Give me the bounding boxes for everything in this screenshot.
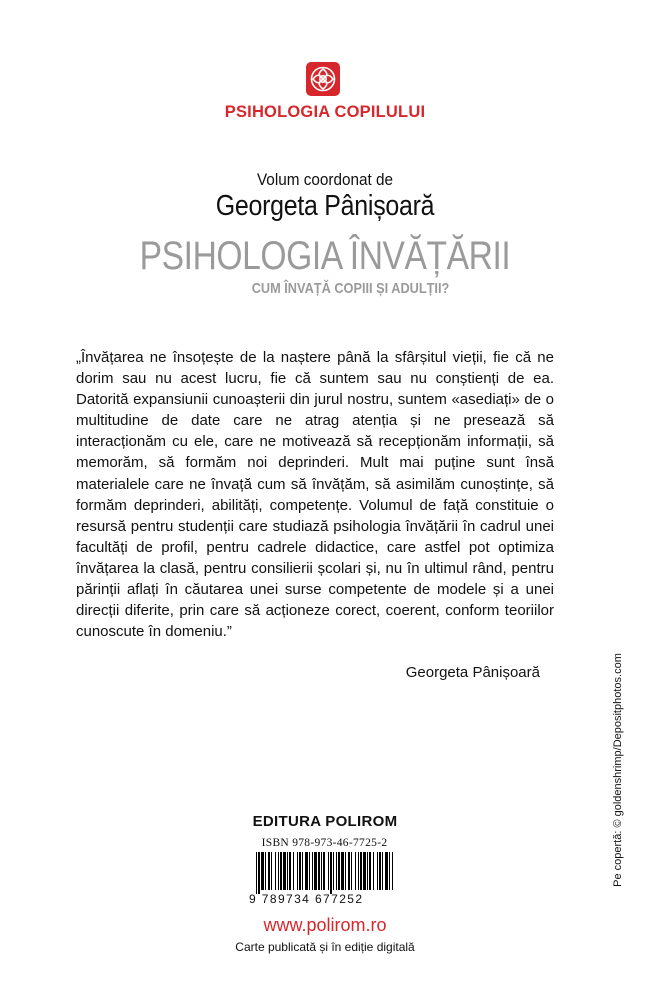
back-cover-blurb: „Învățarea ne însoțește de la naștere până la sfârșitul vieții, fie că ne dorim sau nu acest lucru, fie că suntem sau nu conștienți de ea. Datorită expansiunii cunoașterii din jurul nostru, suntem «asediați» de o multitudine de date care ne atrag atenția și ne presează să interacționăm cu ele, care ne motivează să recepționăm informații, să memorăm, să formăm noi deprinderi. Mult mai puține sunt însă materialele care ne învață cum să învățăm, să asimilăm cunoștințe, să formăm deprinderi, abilități, competențe. Volumul de față constituie o resursă pentru studenții care studiază psihologia învățării în cadrul unei facultăți de profil, pentru cadrele didactice, care astfel pot optimiza învățarea la clasă, pentru consilierii școlari și, nu în ultimul rând, pentru părinții aflați în căutarea unei surse competente de modele și a unei direcții diferite, prin care să acționeze corect, coerent, conform teoriilor cunoscute în domeniu.” <box>76 349 554 641</box>
book-title: PSIHOLOGIA ÎNVĂȚĂRII <box>139 234 511 278</box>
barcode-bar <box>271 852 272 890</box>
barcode-bar <box>321 852 322 890</box>
barcode-bar <box>312 852 313 890</box>
barcode-bar <box>278 852 279 890</box>
barcode-bar <box>309 852 310 890</box>
barcode-bar <box>333 852 334 890</box>
publisher-name: EDITURA POLIROM <box>252 813 398 830</box>
barcode-bar <box>377 852 378 890</box>
barcode-bar <box>382 852 383 890</box>
barcode-bar <box>392 852 393 890</box>
barcode-bar <box>351 852 352 890</box>
publisher-website-link[interactable]: www.polirom.ro <box>263 915 387 935</box>
barcode-bar <box>345 852 346 890</box>
barcode-bar <box>330 852 332 894</box>
barcode-bar <box>341 852 344 890</box>
barcode-bar <box>268 852 270 890</box>
barcode-bar <box>256 852 257 894</box>
barcode-bar <box>348 852 350 890</box>
barcode-bar <box>389 852 390 890</box>
digital-edition-note: Carte publicată și în ediție digitală <box>235 940 415 954</box>
barcode-bar <box>287 852 288 890</box>
barcode-bar <box>293 852 294 890</box>
barcode-bar <box>363 852 366 890</box>
barcode-bar <box>275 852 276 890</box>
barcode-bar <box>302 852 303 890</box>
book-subtitle: CUM ÎNVAȚĂ COPIII ȘI ADULȚII? <box>251 280 450 297</box>
barcode-bar <box>336 852 337 890</box>
barcode-bar <box>358 852 359 890</box>
barcode-bar <box>283 852 286 890</box>
barcode-digits: 9 789734 677252 <box>249 892 364 906</box>
barcode-bar <box>265 852 266 890</box>
barcode-bar <box>323 852 325 890</box>
flower-logo-icon <box>306 62 340 96</box>
series-name: PSIHOLOGIA COPILULUI <box>224 103 426 121</box>
barcode-bar <box>369 852 371 890</box>
blurb-signature: Georgeta Pânișoară <box>405 664 540 681</box>
coordinated-by-label: Volum coordonat de <box>256 170 394 189</box>
cover-photo-credit-text: Pe copertă: © goldenshrimp/Depositphotos.com <box>612 653 624 887</box>
barcode-bar <box>385 852 388 890</box>
barcode-bar <box>261 852 264 890</box>
barcode-bar <box>314 852 317 890</box>
barcode-bar <box>379 852 381 890</box>
cover-photo-credit <box>612 630 632 910</box>
barcode-bar <box>367 852 368 890</box>
barcode-bar <box>338 852 340 890</box>
barcode-bar <box>258 852 260 894</box>
barcode-bar <box>328 852 329 890</box>
author-name: Georgeta Pânișoară <box>215 190 435 222</box>
barcode-bar <box>297 852 298 890</box>
barcode-bar <box>360 852 362 890</box>
barcode-bar <box>373 852 374 890</box>
barcode-bar <box>299 852 301 890</box>
barcode-bar <box>305 852 308 890</box>
barcode-bar <box>280 852 282 890</box>
isbn-text: ISBN 978-973-46-7725-2 <box>261 837 388 849</box>
isbn-barcode <box>252 852 397 894</box>
barcode-bar <box>289 852 291 890</box>
barcode-bar <box>318 852 320 890</box>
barcode-bar <box>355 852 356 890</box>
